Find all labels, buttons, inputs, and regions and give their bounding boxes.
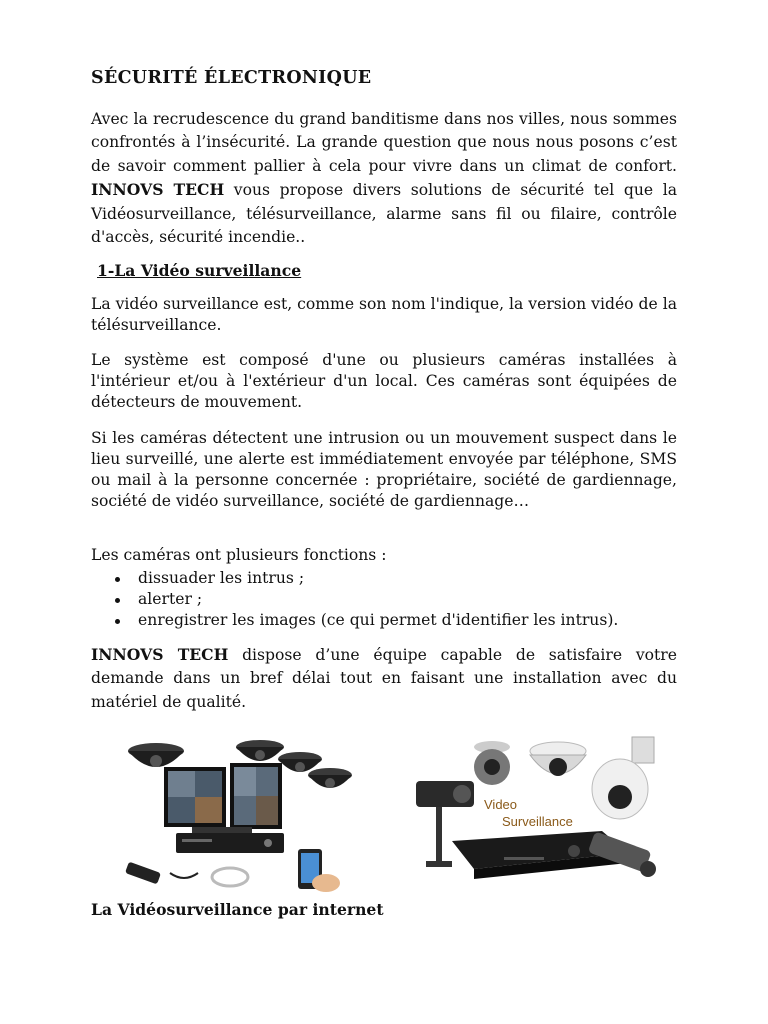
dome-camera-icon (474, 741, 510, 785)
cctv-kit-image (118, 733, 358, 895)
list-item: enregistrer les images (ce qui permet d'identifier les intrus). (91, 610, 618, 631)
list-item: alerter ; (91, 589, 618, 610)
section-heading: 1-La Vidéo surveillance (97, 261, 302, 280)
team-text: dispose d’une équipe capable de satisfaire votre demande dans un bref délai tout en faisant une installation avec du matériel de qualité. (91, 646, 677, 711)
video-surveillance-image (412, 733, 660, 895)
dome-camera-icon (128, 743, 184, 767)
phone-icon (298, 849, 340, 892)
paragraph-definition: La vidéo surveillance est, comme son nom l'indique, la version vidéo de la télésurveillance. (91, 295, 677, 334)
cable-icon (170, 868, 248, 886)
remote-icon (125, 862, 161, 885)
bullet-camera-icon (588, 831, 656, 877)
intro-text-2: vous propose divers solutions de sécurité tel que la Vidéosurveillance, télésurveillance, alarme sans fil ou filaire, contrôle d'accès, sécurité incendie.. (91, 181, 677, 247)
list-item: dissuader les intrus ; (91, 568, 618, 589)
intro-paragraph (91, 108, 677, 249)
dome-camera-icon (278, 752, 322, 772)
dome-camera-icon (236, 740, 284, 761)
page-title: SÉCURITÉ ÉLECTRONIQUE (91, 68, 372, 88)
image-text-surveillance: Surveillance (502, 814, 573, 829)
intro-brand: INNOVS TECH (91, 180, 225, 200)
paragraph-system: Le système est composé d'une ou plusieurs caméras installées à l'intérieur et/ou à l'extérieur d'un local. Ces caméras sont équipées de détecteurs de mouvement. (91, 351, 677, 411)
paragraph-team (91, 643, 677, 714)
image-text-video: Video (484, 797, 518, 812)
image-caption: La Vidéosurveillance par internet (91, 900, 384, 919)
dome-camera-icon (530, 742, 586, 776)
paragraph-functions-intro: Les caméras ont plusieurs fonctions : (91, 546, 387, 564)
paragraph-alert: Si les caméras détectent une intrusion ou un mouvement suspect dans le lieu surveillé, une alerte est immédiatement envoyée par téléphone, SMS ou mail à la personne concernée : propriétaire, société de gardiennage, société de vidéo surveillance, société de gardiennage… (91, 429, 677, 510)
intro-text-1: Avec la recrudescence du grand banditisme dans nos villes, nous sommes confrontés à l’insécurité. La grande question que nous nous posons c’est de savoir comment pallier à cela pour vivre dans un climat de confort. (91, 110, 677, 175)
monitor-icon (164, 763, 282, 833)
ptz-camera-icon (592, 737, 654, 819)
dvr-icon (176, 833, 284, 853)
dome-camera-icon (308, 768, 352, 788)
functions-list (91, 568, 618, 631)
team-brand: INNOVS TECH (91, 645, 229, 664)
